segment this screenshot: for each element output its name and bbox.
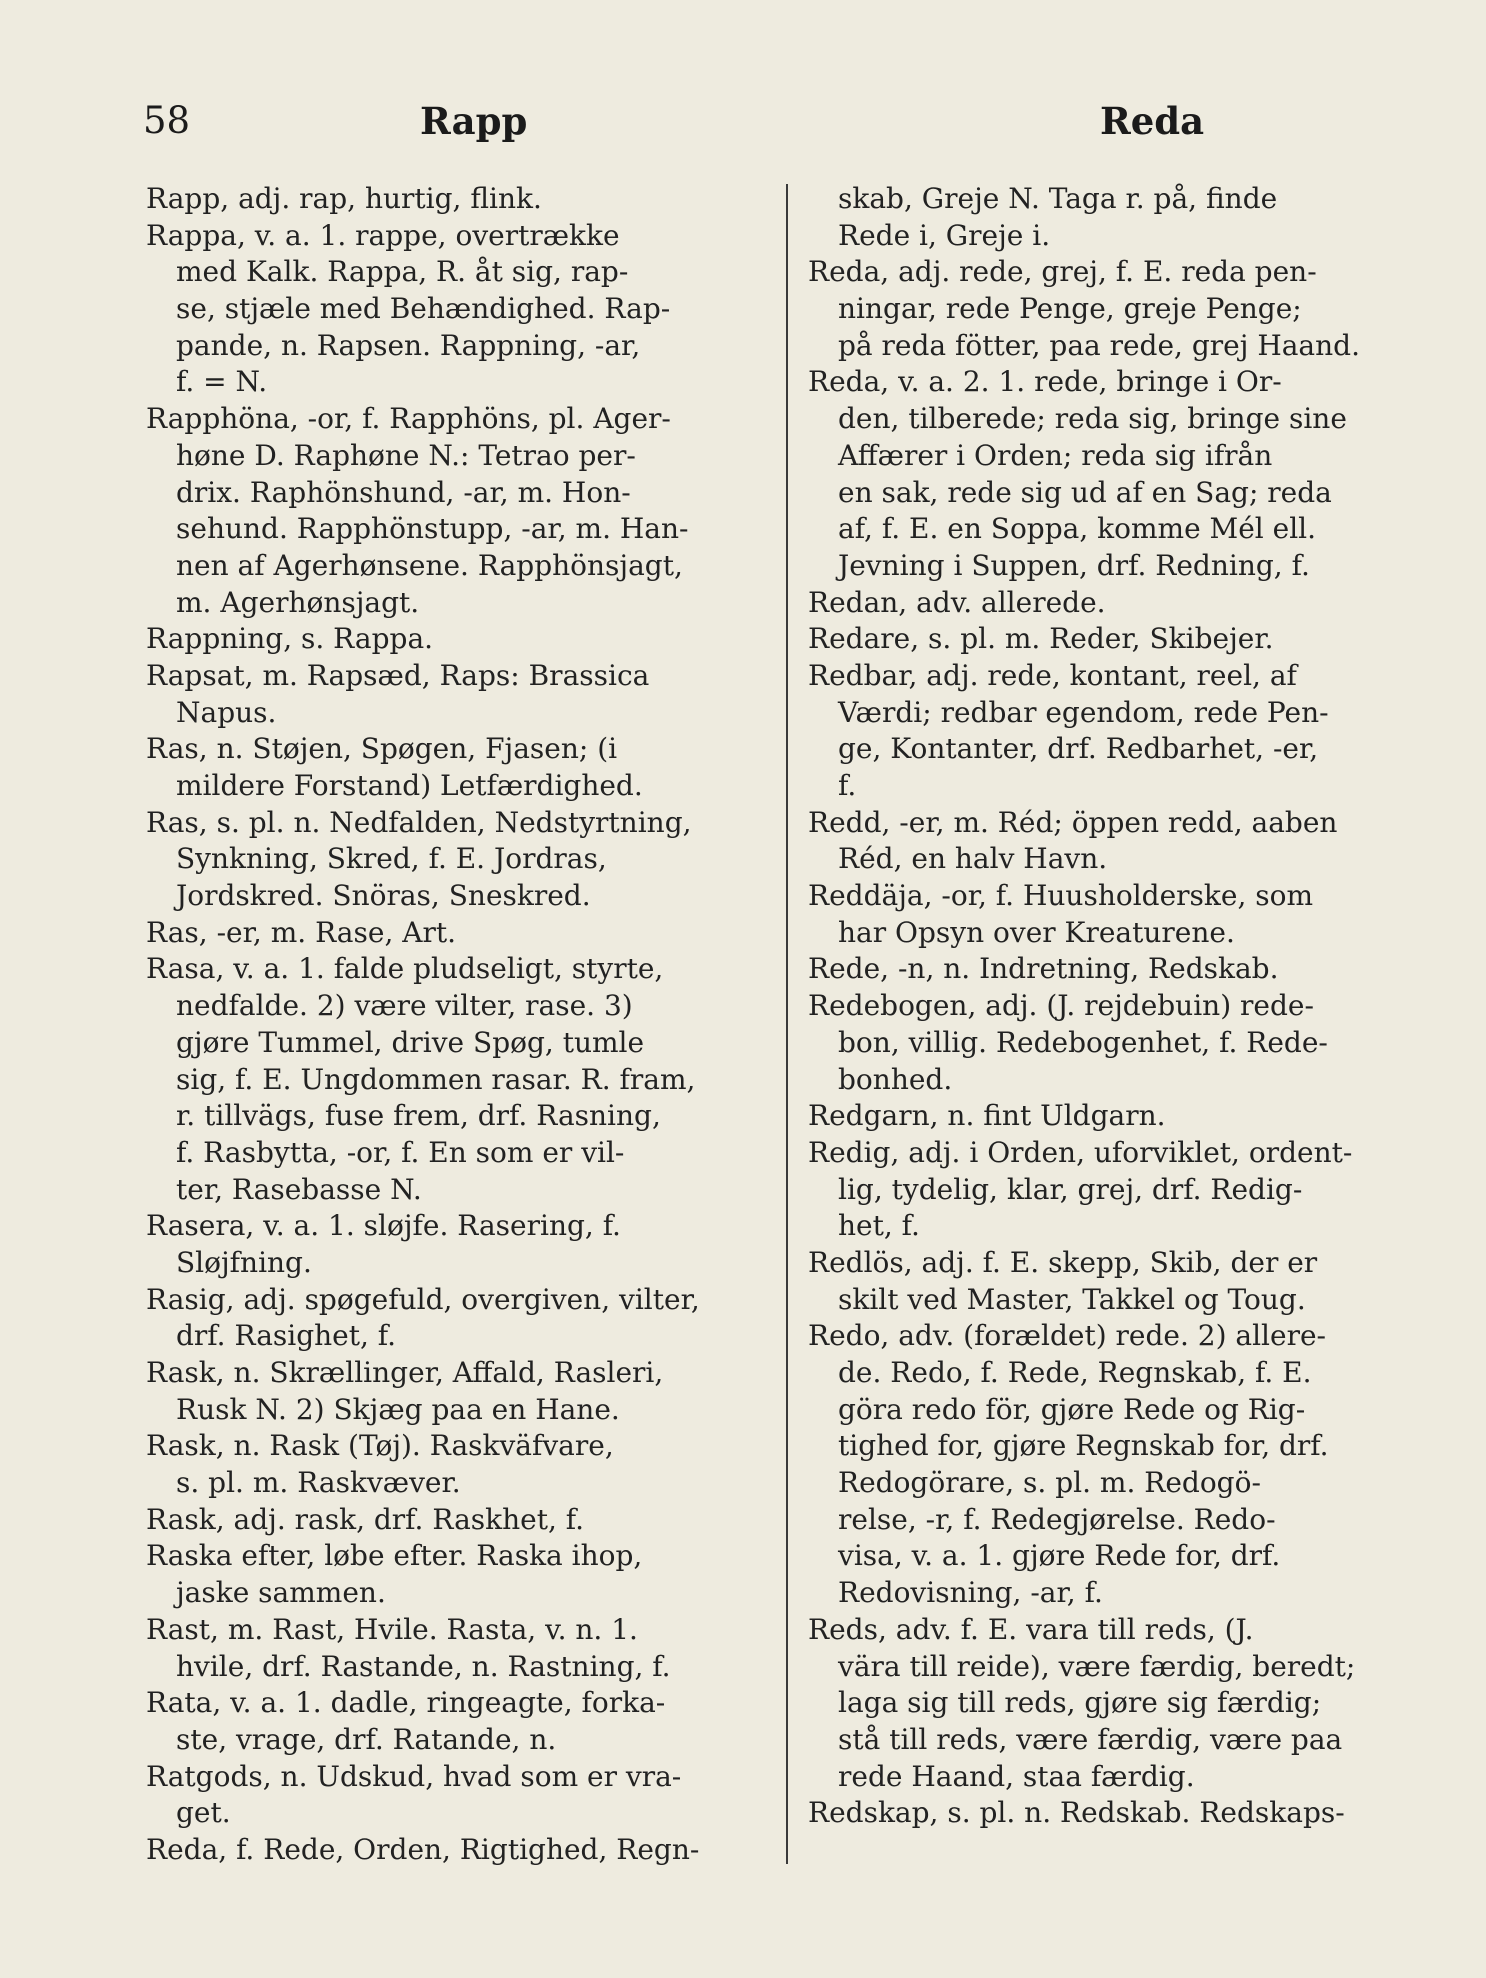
- entry-line: Reda, v. a. 2. 1. rede, bringe i Or-: [808, 365, 1282, 399]
- entry-continuation-line: sig, f. E. Ungdommen rasar. R. fram,: [176, 1062, 696, 1096]
- entry-continuation-line: mildere Forstand) Letfærdighed.: [176, 769, 643, 802]
- entry-continuation-line: vära till reide), være færdig, beredt;: [838, 1649, 1356, 1683]
- entry-line: Redan, adv. allerede.: [808, 585, 1106, 619]
- entry-continuation-line: hvile, drf. Rastande, n. Rastning, f.: [176, 1649, 671, 1683]
- entry-continuation-line: med Kalk. Rappa, R. åt sig, rap-: [176, 255, 629, 289]
- entry-continuation-line: Rusk N. 2) Skjæg paa en Hane.: [176, 1392, 620, 1426]
- entry-line: Redgarn, n. fint Uldgarn.: [808, 1099, 1166, 1133]
- entry-continuation-line: s. pl. m. Raskvæver.: [176, 1466, 461, 1500]
- entry-continuation-line: f. Rasbytta, -or, f. En som er vil-: [176, 1135, 625, 1169]
- entry-line: Reda, f. Rede, Orden, Rigtighed, Regn-: [146, 1832, 700, 1866]
- entry-continuation-line: r. tillvägs, fuse frem, drf. Rasning,: [176, 1099, 661, 1133]
- entry-continuation-line: de. Redo, f. Rede, Regnskab, f. E.: [838, 1356, 1312, 1389]
- entry-line: Reda, adj. rede, grej, f. E. reda pen-: [808, 255, 1317, 289]
- entry-continuation-line: høne D. Raphøne N.: Tetrao per-: [176, 438, 636, 472]
- entry-continuation-line: ter, Rasebasse N.: [176, 1172, 422, 1206]
- entry-continuation-line: stå till reds, være færdig, være paa: [838, 1722, 1343, 1756]
- entry-line: Rappning, s. Rappa.: [146, 622, 434, 656]
- right-column: [808, 181, 1438, 1832]
- entry-line: Ras, -er, m. Rase, Art.: [146, 915, 456, 949]
- entry-continuation-line: Værdi; redbar egendom, rede Pen-: [838, 695, 1329, 729]
- entry-line: Redare, s. pl. m. Reder, Skibejer.: [808, 622, 1274, 656]
- entry-line: Rapsat, m. Rapsæd, Raps: Brassica: [146, 658, 650, 692]
- page-number: 58: [143, 99, 191, 142]
- entry-line: Redbar, adj. rede, kontant, reel, af: [808, 658, 1297, 692]
- entry-line: Rede, -n, n. Indretning, Redskab.: [808, 952, 1279, 986]
- entry-continuation-line: rede Haand, staa færdig.: [838, 1759, 1195, 1793]
- entry-continuation-line: Redovisning, -ar, f.: [838, 1576, 1103, 1610]
- entry-continuation-line: drf. Rasighet, f.: [176, 1319, 397, 1353]
- entry-continuation-line: bonhed.: [838, 1062, 953, 1096]
- entry-continuation-line: ge, Kontanter, drf. Redbarhet, -er,: [838, 732, 1319, 766]
- entry-continuation-line: Sløjfning.: [176, 1245, 312, 1279]
- entry-continuation-line: Affærer i Orden; reda sig ifrån: [838, 438, 1273, 472]
- entry-continuation-line: Synkning, Skred, f. E. Jordras,: [176, 842, 607, 876]
- entry-line: Reddäja, -or, f. Huusholderske, som: [808, 879, 1314, 913]
- column-divider: [786, 184, 788, 1864]
- left-column: [146, 181, 766, 1869]
- entry-continuation-line: af, f. E. en Soppa, komme Mél ell.: [838, 512, 1317, 546]
- entry-line: Redig, adj. i Orden, uforviklet, ordent-: [808, 1135, 1353, 1169]
- entry-continuation-line: Rede i, Greje i.: [838, 218, 1051, 252]
- entry-continuation-line: m. Agerhønsjagt.: [176, 585, 420, 619]
- entry-continuation-line: Jevning i Suppen, drf. Redning, f.: [838, 548, 1310, 582]
- entry-continuation-line: nedfalde. 2) være vilter, rase. 3): [176, 989, 633, 1023]
- entry-line: Ras, n. Støjen, Spøgen, Fjasen; (i: [146, 732, 618, 766]
- entry-continuation-line: skilt ved Master, Takkel og Toug.: [838, 1282, 1306, 1316]
- entry-line: Redo, adv. (forældet) rede. 2) allere-: [808, 1319, 1326, 1353]
- entry-line: Redlös, adj. f. E. skepp, Skib, der er: [808, 1245, 1318, 1279]
- entry-continuation-line: Napus.: [176, 695, 277, 729]
- entry-line: Rapp, adj. rap, hurtig, flink.: [146, 182, 542, 215]
- entry-continuation-line: relse, -r, f. Redegjørelse. Redo-: [838, 1502, 1276, 1536]
- entry-line: Rast, m. Rast, Hvile. Rasta, v. n. 1.: [146, 1612, 638, 1646]
- entry-continuation-line: göra redo för, gjøre Rede og Rig-: [838, 1392, 1306, 1426]
- entry-continuation-line: ningar, rede Penge, greje Penge;: [838, 292, 1302, 326]
- entry-line: Rask, adj. rask, drf. Raskhet, f.: [146, 1502, 585, 1536]
- entry-continuation-line: visa, v. a. 1. gjøre Rede for, drf.: [838, 1539, 1281, 1573]
- entry-continuation-line: lig, tydelig, klar, grej, drf. Redig-: [838, 1172, 1303, 1206]
- entry-continuation-line: Réd, en halv Havn.: [838, 842, 1108, 876]
- entry-line: Rasa, v. a. 1. falde pludseligt, styrte,: [146, 952, 664, 986]
- entry-continuation-line: jaske sammen.: [176, 1576, 386, 1610]
- entry-continuation-line: tighed for, gjøre Regnskab for, drf.: [838, 1429, 1329, 1463]
- entry-continuation-line: bon, villig. Redebogenhet, f. Rede-: [838, 1025, 1328, 1059]
- entry-continuation-line: har Opsyn over Kreaturene.: [838, 915, 1235, 949]
- entry-line: Redd, -er, m. Réd; öppen redd, aaben: [808, 805, 1338, 839]
- entry-line: Redskap, s. pl. n. Redskab. Redskaps-: [808, 1796, 1345, 1830]
- entry-continuation-line: en sak, rede sig ud af en Sag; reda: [838, 475, 1332, 509]
- entry-continuation-line: Jordskred. Snöras, Sneskred.: [176, 879, 591, 913]
- entry-continuation-line: sehund. Rapphönstupp, -ar, m. Han-: [176, 512, 689, 546]
- entry-continuation-line: f.: [838, 769, 857, 802]
- entry-line: Rata, v. a. 1. dadle, ringeagte, forka-: [146, 1686, 666, 1720]
- entry-continuation-line: laga sig till reds, gjøre sig færdig;: [838, 1686, 1322, 1720]
- right-running-head: Reda: [1100, 99, 1205, 143]
- entry-line: Rasig, adj. spøgefuld, overgiven, vilter,: [146, 1282, 700, 1316]
- entry-continuation-line: pande, n. Rapsen. Rappning, -ar,: [176, 328, 641, 362]
- entry-continuation-line: Redogörare, s. pl. m. Redogö-: [838, 1466, 1261, 1500]
- entry-line: Rasera, v. a. 1. sløjfe. Rasering, f.: [146, 1209, 621, 1243]
- entry-continuation-line: ste, vrage, drf. Ratande, n.: [176, 1722, 557, 1756]
- entry-line: Rappa, v. a. 1. rappe, overtrække: [146, 218, 620, 252]
- entry-continuation-line: se, stjæle med Behændighed. Rap-: [176, 292, 671, 326]
- entry-line: Redebogen, adj. (J. rejdebuin) rede-: [808, 989, 1314, 1023]
- entry-continuation-line: get.: [176, 1796, 231, 1830]
- entry-continuation-line: på reda fötter, paa rede, grej Haand.: [838, 328, 1360, 362]
- entry-continuation-line: f. = N.: [176, 365, 268, 399]
- entry-line: Rask, n. Rask (Tøj). Raskväfvare,: [146, 1429, 614, 1463]
- entry-line: Ras, s. pl. n. Nedfalden, Nedstyrtning,: [146, 805, 692, 839]
- entry-continuation-line: skab, Greje N. Taga r. på, finde: [838, 182, 1278, 215]
- entry-continuation-line: drix. Raphönshund, -ar, m. Hon-: [176, 475, 631, 509]
- entry-line: Reds, adv. f. E. vara till reds, (J.: [808, 1612, 1254, 1646]
- entry-line: Rapphöna, -or, f. Rapphöns, pl. Ager-: [146, 402, 671, 436]
- entry-line: Raska efter, løbe efter. Raska ihop,: [146, 1539, 643, 1573]
- entry-continuation-line: nen af Agerhønsene. Rapphönsjagt,: [176, 548, 683, 582]
- left-running-head: Rapp: [420, 99, 528, 143]
- entry-continuation-line: den, tilberede; reda sig, bringe sine: [838, 402, 1347, 436]
- entry-line: Rask, n. Skrællinger, Affald, Rasleri,: [146, 1356, 664, 1389]
- entry-line: Ratgods, n. Udskud, hvad som er vra-: [146, 1759, 682, 1793]
- entry-continuation-line: gjøre Tummel, drive Spøg, tumle: [176, 1025, 645, 1059]
- entry-continuation-line: het, f.: [838, 1209, 920, 1243]
